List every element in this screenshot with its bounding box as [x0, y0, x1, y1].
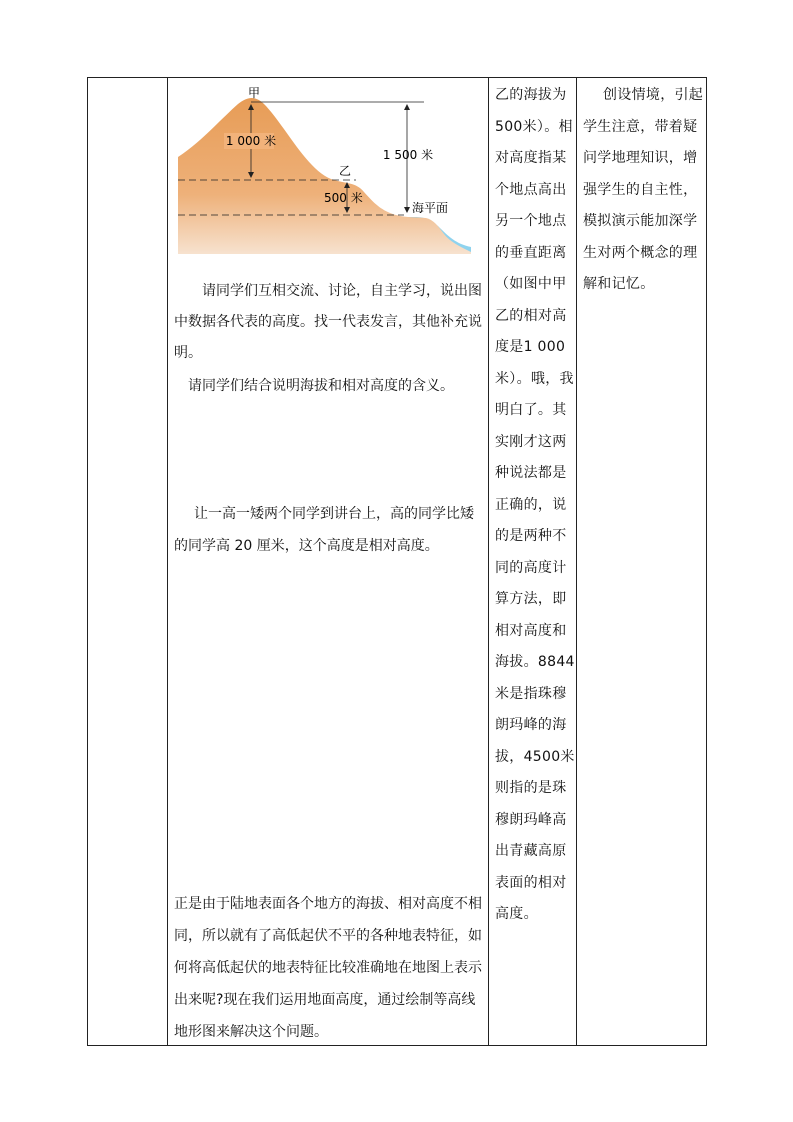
design-intent-text: 创设情境，引起学生注意，带着疑问学地理知识，增强学生的自主性，模拟演示能加深学生对两个概念的理解和记忆。	[583, 87, 704, 292]
table-left-border	[87, 77, 88, 1046]
column-divider-3	[576, 77, 577, 1046]
column-divider-2	[488, 77, 489, 1046]
teacher-paragraph-transition: 正是由于陆地表面各个地方的海拔、相对高度不相同，所以就有了高低起伏不平的各种地表特征，如何将高低起伏的地表特征比较准确地在地图上表示出来呢?现在我们运用地面高度，通过绘制等高线地形图来解决这个问题。	[174, 896, 482, 1040]
land-shape	[178, 98, 471, 254]
label-sea-level: 海平面	[412, 201, 449, 215]
label-500: 500 米	[324, 191, 363, 205]
label-jia: 甲	[247, 86, 261, 100]
table-right-border	[706, 77, 707, 1046]
student-activity-text: 乙的海拔为500米）。相对高度指某个地点高出另一个地点的垂直距离（如图中甲乙的相对高度是1 000米）。哦，我明白了。其实刚才这两种说法都是正确的，说的是两种不同的高度计算方法，即相对高度和海拔。8844米是指珠穆朗玛峰的海拔，4500米则指的是珠穆朗玛峰高出青藏高原表面的相对高度。	[495, 87, 575, 922]
label-1500: 1 500 米	[382, 148, 434, 162]
label-yi: 乙	[338, 164, 352, 178]
altitude-diagram	[176, 84, 476, 264]
teacher-paragraph-discuss: 请同学们互相交流、讨论，自主学习，说出图中数据各代表的高度。找一代表发言，其他补充说明。	[174, 283, 482, 361]
design-intent-cell	[578, 78, 706, 1045]
student-activity-cell	[490, 78, 576, 1045]
teacher-paragraph-meaning: 请同学们结合说明海拔和相对高度的含义。	[188, 378, 454, 394]
teacher-paragraph-demo: 让一高一矮两个同学到讲台上，高的同学比矮的同学高 20 厘米，这个高度是相对高度。	[174, 506, 474, 554]
teacher-activity-cell	[168, 78, 488, 1045]
label-1000: 1 000 米	[225, 134, 277, 148]
